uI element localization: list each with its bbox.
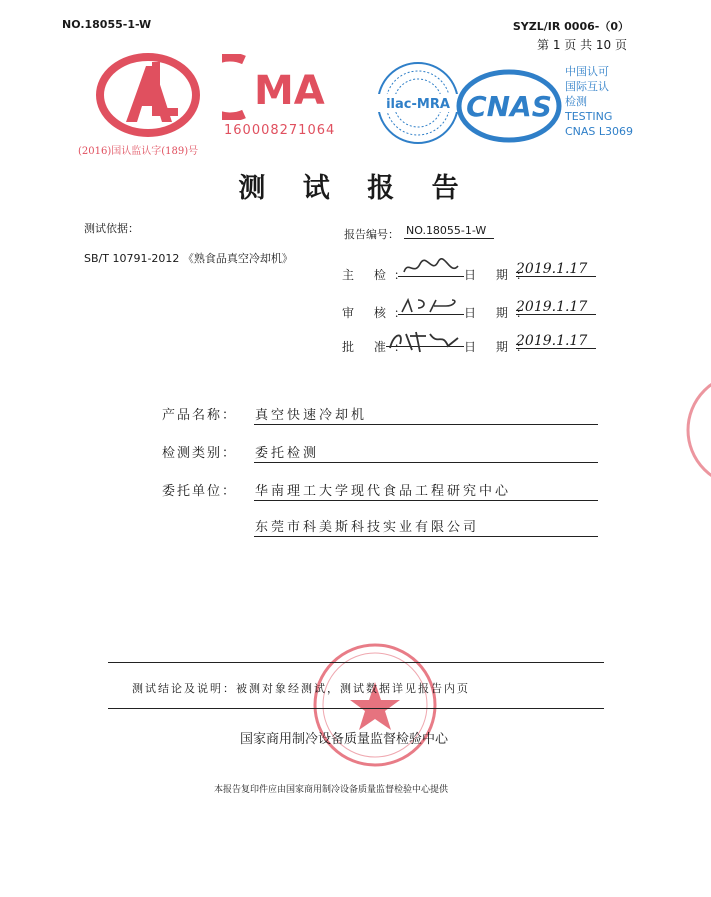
cnas-line: TESTING	[565, 110, 613, 123]
inspector-date-line	[516, 258, 596, 277]
client-label: 委托单位：	[162, 484, 238, 499]
inspector-date: 2019.1.17	[516, 261, 588, 277]
test-type-label: 检测类别：	[162, 446, 238, 461]
cnas-text: CNAS	[466, 90, 552, 123]
basis-standard: SB/T 10791-2012 《熟食品真空冷却机》	[84, 252, 293, 265]
reviewer-label: 审 核：	[342, 306, 414, 320]
inspector-date-label: 日 期：	[464, 268, 536, 282]
cma-logo-icon	[222, 54, 334, 120]
cnas-line: 中国认可	[565, 65, 609, 78]
reviewer-date: 2019.1.17	[516, 299, 588, 315]
client-underline-2	[254, 536, 598, 537]
doc-number: NO.18055-1-W	[62, 18, 152, 31]
official-stamp-icon	[310, 640, 440, 770]
reviewer-signature-line	[398, 296, 464, 315]
client-underline-1	[254, 500, 598, 501]
reviewer-date-label: 日 期：	[464, 306, 536, 320]
product-name-value: 真空快速冷却机	[255, 408, 368, 423]
copy-note: 本报告复印件应由国家商用制冷设备质量监督检验中心提供	[214, 785, 449, 795]
ilac-text: ilac-MRA	[386, 97, 450, 112]
page-info: 第 1 页 共 10 页	[537, 38, 627, 52]
cnas-line: 检测	[565, 95, 587, 108]
product-name-label: 产品名称：	[162, 408, 238, 423]
basis-label: 测试依据：	[84, 222, 139, 235]
report-number-label: 报告编号：	[344, 228, 399, 241]
approver-signature-line	[386, 328, 464, 347]
form-code: SYZL/IR 0006-（0）	[512, 20, 629, 33]
conclusion-text: 测试结论及说明：被测对象经测试，测试数据详见报告内页	[132, 682, 470, 695]
test-type-value: 委托检测	[255, 446, 320, 461]
approver-date-line	[516, 330, 596, 349]
cnas-accreditation-text	[565, 64, 633, 139]
page-title: 测 试 报 告	[238, 173, 473, 204]
inspector-signature-line	[398, 258, 464, 277]
client-value-2: 东莞市科美斯科技实业有限公司	[255, 520, 480, 535]
cnas-line: CNAS L3069	[565, 125, 634, 138]
cnas-logo-icon	[456, 68, 562, 144]
ilac-mra-logo-icon	[370, 60, 466, 146]
product-name-underline	[254, 424, 598, 425]
cnas-line: 国际互认	[565, 80, 609, 93]
reviewer-date-line	[516, 296, 596, 315]
cma-number: 160008271064	[224, 123, 336, 138]
client-value-1: 华南理工大学现代食品工程研究中心	[255, 484, 512, 499]
report-number-value: NO.18055-1-W	[404, 224, 494, 239]
testing-center-name: 国家商用制冷设备质量监督检验中心	[240, 732, 449, 747]
inspector-signature-icon	[398, 258, 464, 278]
divider-top	[108, 662, 604, 663]
divider-bottom	[108, 708, 604, 709]
cma-text: MA	[254, 68, 325, 114]
reviewer-signature-icon	[398, 296, 464, 316]
edge-stamp-icon	[686, 370, 711, 490]
cal-certificate-number: (2016)国认监认字(189)号	[78, 146, 199, 157]
approver-date: 2019.1.17	[516, 333, 588, 349]
approver-signature-icon	[386, 328, 464, 354]
cal-logo-icon	[96, 52, 200, 138]
test-type-underline	[254, 462, 598, 463]
approver-label: 批 准：	[342, 340, 414, 354]
approver-date-label: 日 期：	[464, 340, 536, 354]
inspector-label: 主 检：	[342, 268, 414, 282]
